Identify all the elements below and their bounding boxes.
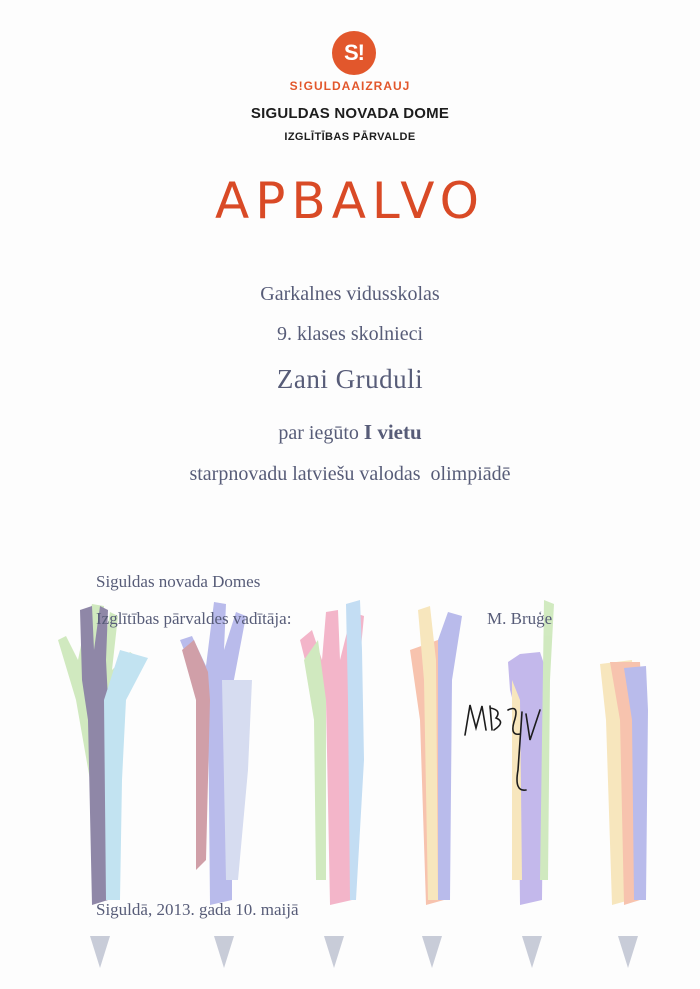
signer-name: M. Bruģe (487, 609, 553, 628)
class-line: 9. klases skolnieci (276, 323, 424, 345)
event-line: starpnovadu latviešu valodas olimpiādē (189, 463, 511, 485)
achievement-place: I vietu (363, 420, 422, 444)
logo-badge-text: S! (344, 40, 364, 65)
organization-title: SIGULDAS NOVADA DOME (250, 105, 450, 122)
recipient-name: Zani Gruduli (276, 364, 424, 394)
department-subtitle: IZGLĪTĪBAS PĀRVALDE (284, 131, 416, 143)
school-line: Garkalnes vidusskolas (260, 283, 440, 305)
issue-date: Siguldā, 2013. gada 10. maijā (96, 900, 299, 919)
achievement-prefix: par iegūto (278, 422, 359, 444)
logo-wordmark: S!GULDAAIZRAUJ (289, 79, 411, 93)
signer-organization: Siguldas novada Domes (96, 572, 261, 591)
award-title: APBALVO (215, 172, 485, 230)
achievement-line (0, 420, 700, 445)
signer-role: Izglītības pārvaldes vadītāja: (96, 609, 292, 628)
